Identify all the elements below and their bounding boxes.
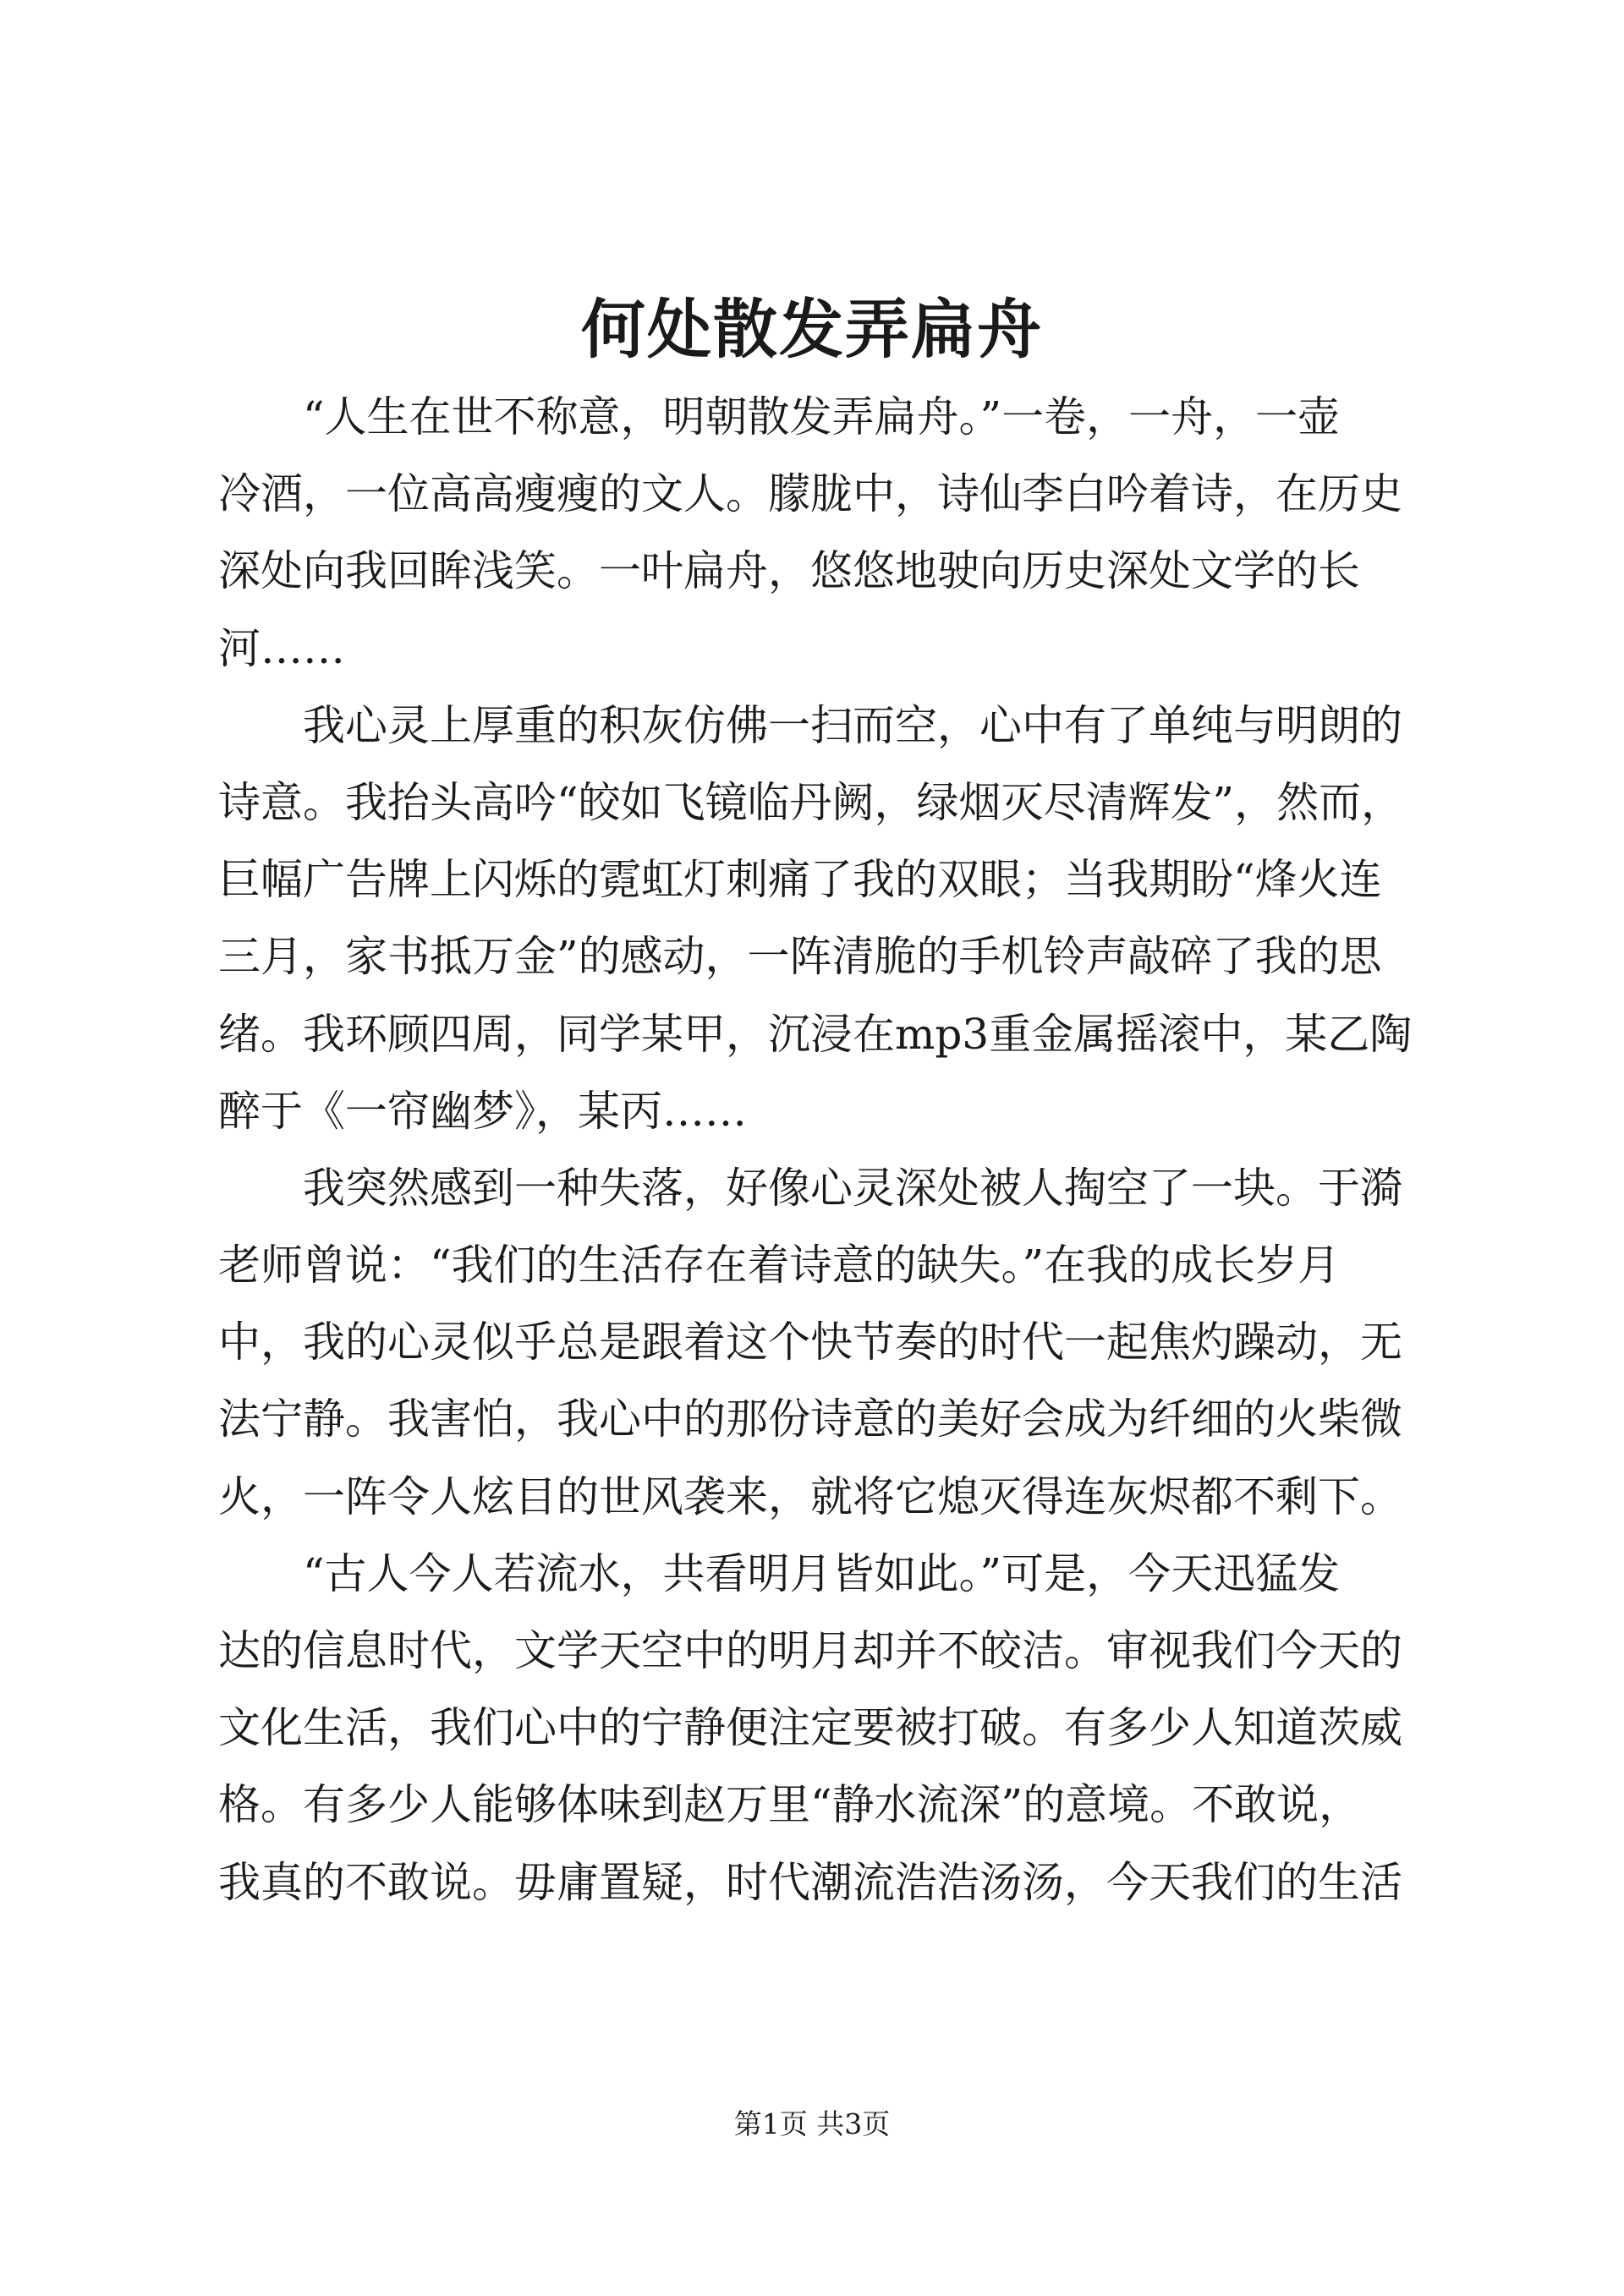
text-line: 醉于《一帘幽梦》，某丙……: [218, 1086, 747, 1136]
text-line: 冷酒，一位高高瘦瘦的文人。朦胧中，诗仙李白吟着诗，在历史: [218, 469, 1402, 519]
text-line: 诗意。我抬头高吟“皎如飞镜临丹阙，绿烟灭尽清辉发”，然而，: [218, 777, 1404, 827]
text-line: 中，我的心灵似乎总是跟着这个快节奏的时代一起焦灼躁动，无: [218, 1318, 1402, 1367]
article-body: [218, 379, 1419, 1921]
text-line: 文化生活，我们心中的宁静便注定要被打破。有多少人知道茨威: [218, 1703, 1402, 1753]
text-line: 我突然感到一种失落，好像心灵深处被人掏空了一块。于漪: [218, 1163, 1402, 1213]
text-line: 深处向我回眸浅笑。一叶扁舟，悠悠地驶向历史深处文学的长: [218, 546, 1360, 596]
text-line: 我心灵上厚重的积灰仿佛一扫而空，心中有了单纯与明朗的: [218, 700, 1402, 750]
text-line: 河……: [218, 623, 345, 673]
text-line: 巨幅广告牌上闪烁的霓虹灯刺痛了我的双眼；当我期盼“烽火连: [218, 855, 1382, 905]
text-line: 达的信息时代，文学天空中的明月却并不皎洁。审视我们今天的: [218, 1626, 1402, 1675]
text-line: “古人今人若流水，共看明月皆如此。”可是，今天迅猛发: [218, 1548, 1341, 1598]
text-line: 我真的不敢说。毋庸置疑，时代潮流浩浩汤汤，今天我们的生活: [218, 1857, 1402, 1907]
text-line: “人生在世不称意，明朝散发弄扁舟。”一卷，一舟，一壶: [218, 392, 1341, 441]
text-line: 老师曾说：“我们的生活存在着诗意的缺失。”在我的成长岁月: [218, 1241, 1341, 1290]
text-line: 火，一阵令人炫目的世风袭来，就将它熄灭得连灰烬都不剩下。: [218, 1471, 1402, 1521]
text-line: 格。有多少人能够体味到赵万里“静水流深”的意境。不敢说，: [218, 1780, 1362, 1830]
page-title: 何处散发弄扁舟: [581, 292, 1043, 367]
page-number-footer: 第1页 共3页: [733, 2107, 891, 2140]
text-line: 绪。我环顾四周，同学某甲，沉浸在mp3重金属摇滚中，某乙陶: [218, 1009, 1413, 1059]
text-line: 法宁静。我害怕，我心中的那份诗意的美好会成为纤细的火柴微: [218, 1395, 1402, 1444]
text-line: 三月，家书抵万金”的感动，一阵清脆的手机铃声敲碎了我的思: [218, 932, 1382, 982]
